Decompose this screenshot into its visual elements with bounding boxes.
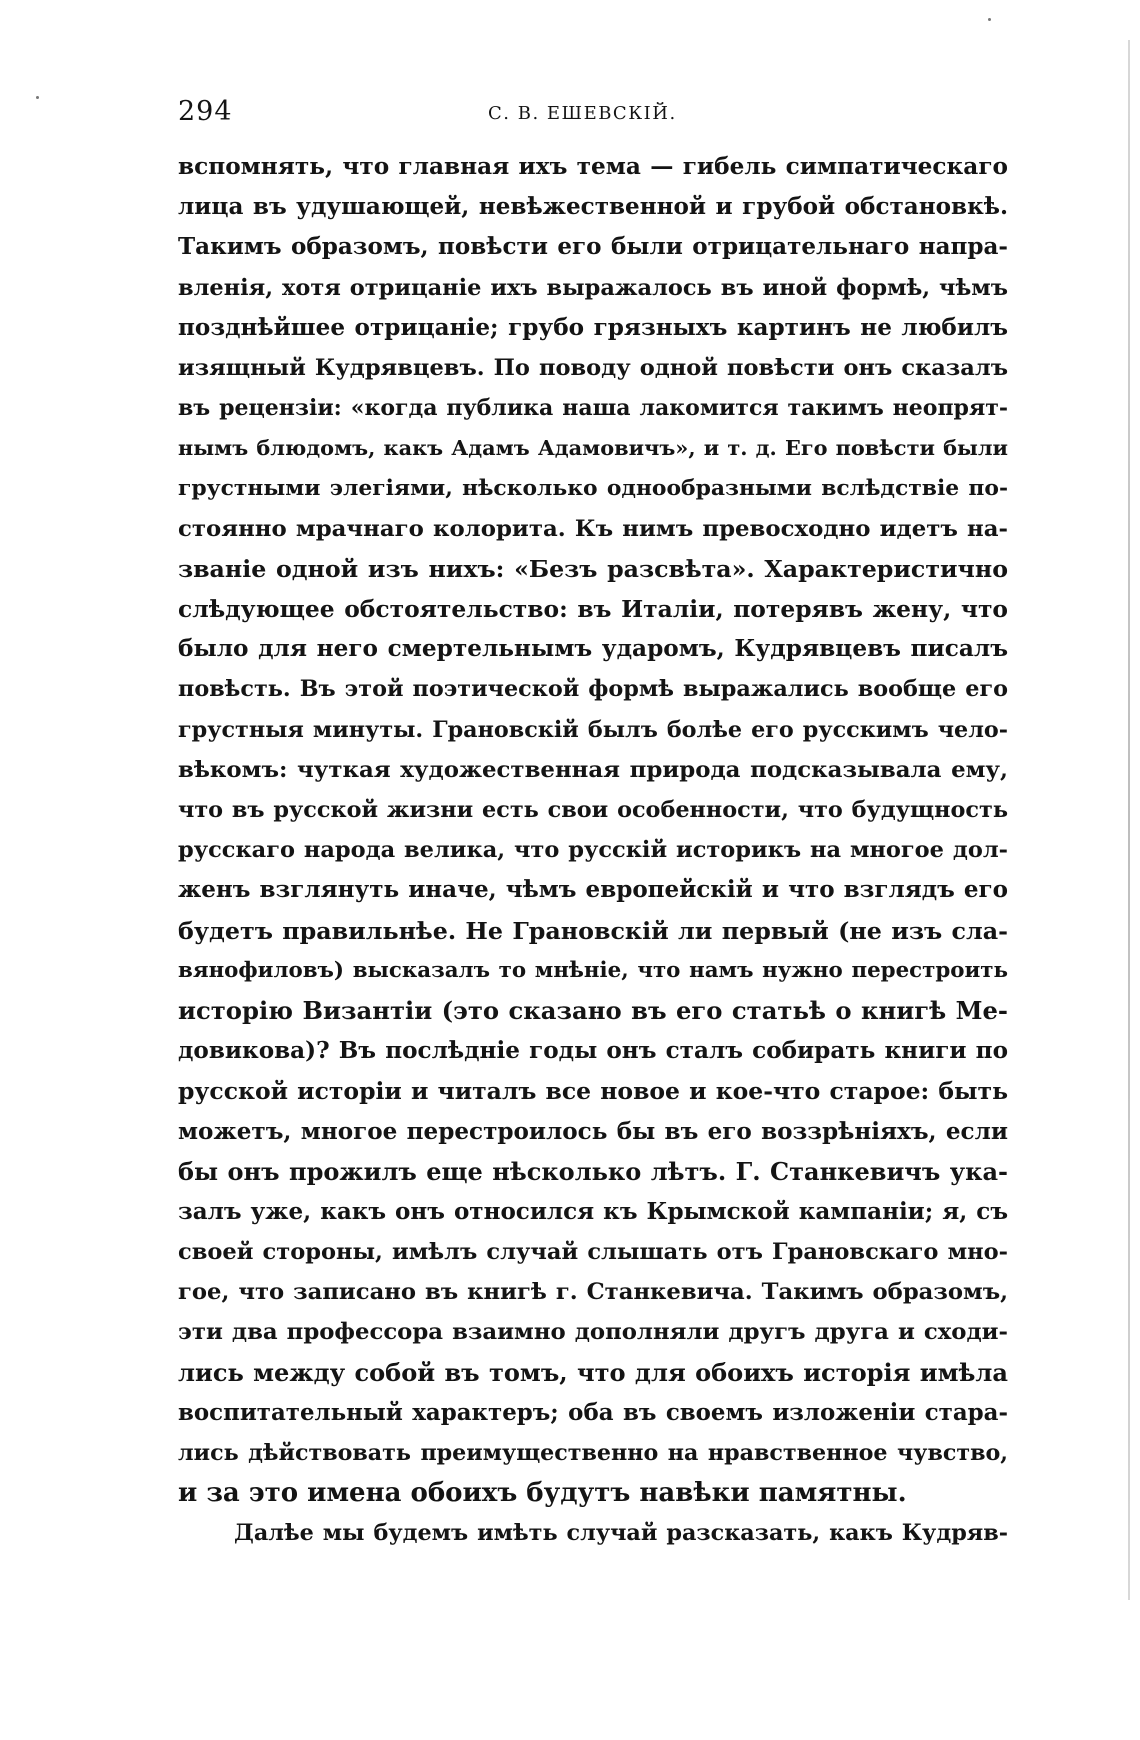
text-line: воспитательный характеръ; оба въ своемъ изложеніи стара-: [178, 1399, 1008, 1426]
text-line: вленія, хотя отрицаніе ихъ выражалось въ иной формѣ, чѣмъ: [178, 274, 1008, 301]
text-line: залъ уже, какъ онъ относился къ Крымской кампаніи; я, съ: [178, 1197, 1008, 1225]
text-line: довикова)? Въ послѣдніе годы онъ сталъ собирать книги по: [178, 1037, 1008, 1065]
text-line: вянофиловъ) высказалъ то мнѣніе, что намъ нужно перестроить: [178, 957, 1008, 983]
text-line: вспомнять, что главная ихъ тема — гибель симпатическаго: [178, 153, 1008, 180]
page-number: 294: [178, 96, 233, 127]
text-line: Такимъ образомъ, повѣсти его были отрицательнаго напра-: [178, 233, 1008, 261]
text-line: Далѣе мы будемъ имѣть случай разсказать, какъ Кудряв-: [234, 1520, 1008, 1547]
text-line: бы онъ прожилъ еще нѣсколько лѣтъ. Г. Станкевичъ ука-: [178, 1156, 1008, 1186]
scan-speck: [36, 96, 39, 99]
text-line: эти два профессора взаимно дополняли другъ друга и сходи-: [178, 1319, 1008, 1346]
text-line: грустными элегіями, нѣсколько однообразными вслѣдствіе по-: [178, 475, 1008, 501]
text-line: грустныя минуты. Грановскій былъ болѣе его русскимъ чело-: [178, 716, 1008, 743]
page-edge-shadow: [1128, 40, 1130, 1600]
text-line: было для него смертельнымъ ударомъ, Кудрявцевъ писалъ: [178, 635, 1008, 663]
text-line: женъ взглянуть иначе, чѣмъ европейскій и что взглядъ его: [178, 876, 1008, 904]
page-header: [178, 92, 1008, 132]
text-line: что въ русской жизни есть свои особенности, что будущность: [178, 797, 1008, 823]
body-text: [178, 147, 1008, 1554]
text-line: вѣкомъ: чуткая художественная природа подсказывала ему,: [178, 756, 1008, 783]
text-line: исторію Византіи (это сказано въ его статьѣ о книгѣ Ме-: [178, 995, 1008, 1025]
text-line: своей стороны, имѣлъ случай слышать отъ Грановскаго мно-: [178, 1239, 1008, 1266]
text-line: лись между собой въ томъ, что для обоихъ исторія имѣла: [178, 1357, 1008, 1387]
text-line: гое, что записано въ книгѣ г. Станкевича. Такимъ образомъ,: [178, 1279, 1008, 1306]
scan-speck: [988, 18, 991, 21]
text-line: русскаго народа велика, что русскій историкъ на многое дол-: [178, 837, 1008, 864]
text-line: званіе одной изъ нихъ: «Безъ разсвѣта». Характеристично: [178, 554, 1008, 583]
paragraph: [178, 147, 1008, 1513]
paragraph: [178, 1513, 1008, 1553]
text-line: лись дѣйствовать преимущественно на нравственное чувство,: [178, 1440, 1008, 1466]
text-line: лица въ удушающей, невѣжественной и грубой обстановкѣ.: [178, 193, 1008, 221]
text-line: позднѣйшее отрицаніе; грубо грязныхъ картинъ не любилъ: [178, 313, 1008, 341]
running-head: С. В. ЕШЕВСКІЙ.: [488, 103, 677, 124]
text-line: будетъ правильнѣе. Не Грановскій ли первый (не изъ сла-: [178, 916, 1008, 945]
text-line: въ рецензіи: «когда публика наша лакомится такимъ неопрят-: [178, 395, 1008, 422]
text-line: слѣдующее обстоятельство: въ Италіи, потерявъ жену, что: [178, 595, 1008, 624]
text-line: русской исторіи и читалъ все новое и кое-что старое: быть: [178, 1077, 1008, 1106]
text-line: и за это имена обоихъ будутъ навѣки памятны.: [178, 1478, 907, 1509]
text-line: нымъ блюдомъ, какъ Адамъ Адамовичъ», и т. д. Его повѣсти были: [178, 435, 1008, 461]
text-line: можетъ, многое перестроилось бы въ его воззрѣніяхъ, если: [178, 1117, 1008, 1145]
text-line: изящный Кудрявцевъ. По поводу одной повѣсти онъ сказалъ: [178, 354, 1008, 381]
text-line: стоянно мрачнаго колорита. Къ нимъ превосходно идетъ на-: [178, 515, 1008, 542]
text-line: повѣсть. Въ этой поэтической формѣ выражались вообще его: [178, 676, 1008, 703]
